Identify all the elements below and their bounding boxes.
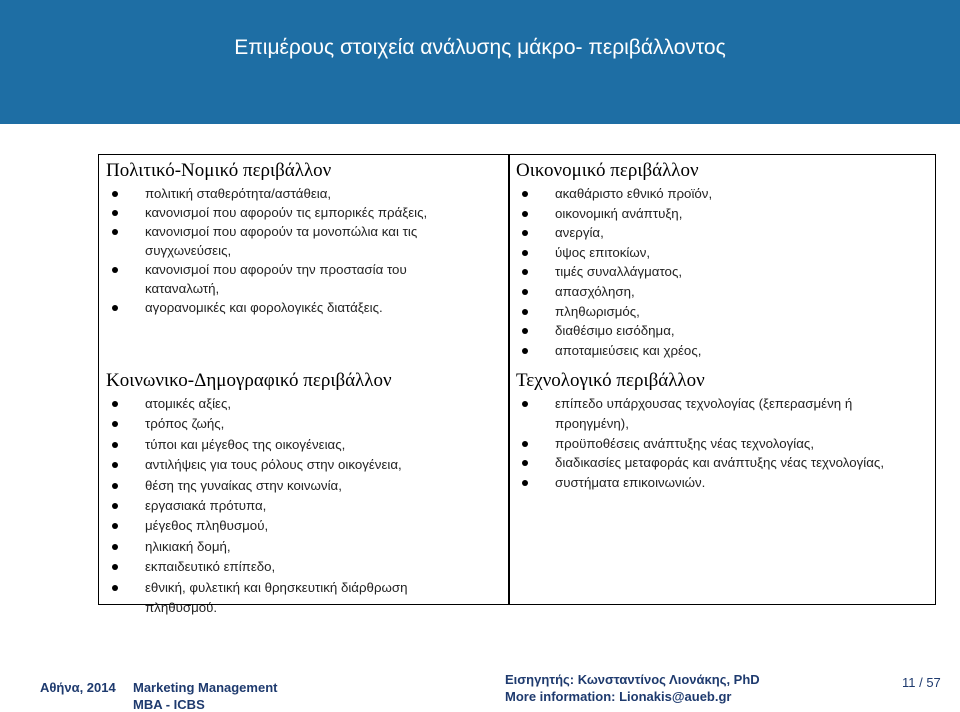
- bullet-icon: [112, 267, 118, 273]
- list-item: [516, 223, 916, 243]
- list-item: [106, 298, 476, 317]
- page-number: 11 / 57: [902, 675, 941, 690]
- bullet-icon: [112, 585, 118, 591]
- list-item: [516, 473, 916, 493]
- list-item-text: εκπαιδευτικό επίπεδο,: [145, 559, 276, 575]
- list-item-text: τύποι και μέγεθος της οικογένειας,: [145, 436, 346, 452]
- bullet-icon: [522, 191, 528, 197]
- bullet-icon: [522, 460, 528, 466]
- list-item: [106, 222, 476, 260]
- list-item-text: αποταμιεύσεις και χρέος,: [555, 342, 702, 358]
- economic-section: [516, 160, 916, 360]
- bullet-icon: [112, 503, 118, 509]
- footer-contact: More information: Lionakis@aueb.gr: [505, 689, 732, 704]
- slide-footer: [0, 668, 960, 711]
- list-item-text: προϋποθέσεις ανάπτυξης νέας τεχνολογίας,: [555, 435, 815, 451]
- list-item-text: κανονισμοί που αφορούν την προστασία του καταναλωτή,: [145, 262, 407, 296]
- list-item-text: ακαθάριστο εθνικό προϊόν,: [555, 186, 713, 201]
- column-divider: [508, 154, 510, 605]
- list-item-text: διαδικασίες μεταφοράς και ανάπτυξης νέας τεχνολογίας,: [555, 455, 885, 471]
- section-title-economic: Οικονομικό περιβάλλον: [516, 160, 699, 181]
- bullet-icon: [112, 544, 118, 550]
- list-item: [106, 394, 476, 414]
- list-item: [516, 282, 916, 302]
- bullet-icon: [522, 441, 528, 447]
- bullet-icon: [112, 401, 118, 407]
- bullet-icon: [522, 348, 528, 354]
- bullet-icon: [522, 401, 528, 407]
- list-item: [106, 455, 476, 475]
- list-item: [106, 476, 476, 496]
- footer-course-name: Marketing Management: [133, 680, 278, 695]
- bullet-icon: [522, 480, 528, 486]
- social-list: [106, 394, 476, 618]
- list-item: [106, 578, 476, 619]
- bullet-icon: [112, 229, 118, 235]
- section-title-technological: Τεχνολογικό περιβάλλον: [516, 370, 705, 391]
- bullet-icon: [522, 289, 528, 295]
- bullet-icon: [112, 191, 118, 197]
- list-item-text: εργασιακά πρότυπα,: [145, 498, 267, 514]
- footer-place-year: Αθήνα, 2014: [40, 680, 116, 695]
- bullet-icon: [522, 230, 528, 236]
- list-item: [106, 260, 476, 298]
- list-item-text: ανεργία,: [555, 225, 604, 241]
- political-legal-section: [106, 160, 476, 317]
- bullet-icon: [522, 211, 528, 217]
- list-item: [516, 341, 916, 361]
- list-item: [516, 204, 916, 224]
- political-list: [106, 184, 476, 317]
- list-item: [516, 243, 916, 263]
- bullet-icon: [112, 523, 118, 529]
- list-item-text: αντιλήψεις για τους ρόλους στην οικογένεια,: [145, 457, 402, 473]
- list-item-text: ηλικιακή δομή,: [145, 538, 231, 554]
- technological-section: [516, 370, 916, 493]
- list-item-text: ύψος επιτοκίων,: [555, 244, 651, 260]
- slide-title: Επιμέρους στοιχεία ανάλυσης μάκρο- περιβάλλοντος: [234, 36, 726, 59]
- list-item: [106, 537, 476, 557]
- list-item-text: επίπεδο υπάρχουσας τεχνολογίας (ξεπερασμένη ή προηγμένη),: [555, 396, 853, 431]
- bullet-icon: [112, 442, 118, 448]
- bullet-icon: [112, 210, 118, 216]
- title-bar: [0, 0, 960, 124]
- list-item-text: τρόπος ζωής,: [145, 416, 225, 432]
- bullet-icon: [112, 421, 118, 427]
- bullet-icon: [522, 309, 528, 315]
- list-item-text: απασχόληση,: [555, 283, 635, 299]
- list-item: [516, 184, 916, 204]
- list-item: [516, 453, 916, 473]
- list-item-text: διαθέσιμο εισόδημα,: [555, 323, 675, 339]
- bullet-icon: [112, 564, 118, 570]
- list-item-text: πληθωρισμός,: [555, 303, 640, 319]
- list-item: [106, 516, 476, 536]
- list-item: [106, 414, 476, 434]
- bullet-icon: [522, 328, 528, 334]
- list-item: [516, 262, 916, 282]
- socio-demographic-section: [106, 370, 476, 618]
- list-item-text: συστήματα επικοινωνιών.: [555, 475, 706, 491]
- footer-instructor: Εισηγητής: Κωνσταντίνος Λιονάκης, PhD: [505, 672, 760, 687]
- section-title-political: Πολιτικό-Νομικό περιβάλλον: [106, 160, 332, 181]
- bullet-icon: [522, 250, 528, 256]
- list-item-text: αγορανομικές και φορολογικές διατάξεις.: [145, 300, 383, 315]
- bullet-icon: [522, 269, 528, 275]
- list-item-text: οικονομική ανάπτυξη,: [555, 205, 683, 221]
- list-item: [106, 435, 476, 455]
- list-item: [516, 394, 916, 434]
- list-item: [516, 302, 916, 322]
- footer-program: MBA - ICBS: [133, 697, 205, 712]
- list-item: [106, 557, 476, 577]
- list-item: [106, 203, 476, 222]
- bullet-icon: [112, 483, 118, 489]
- section-title-social: Κοινωνικο-Δημογραφικό περιβάλλον: [106, 370, 392, 391]
- economic-list: [516, 184, 916, 360]
- list-item-text: μέγεθος πληθυσμού,: [145, 518, 269, 534]
- list-item: [516, 321, 916, 341]
- list-item-text: θέση της γυναίκας στην κοινωνία,: [145, 477, 342, 493]
- list-item-text: πολιτική σταθερότητα/αστάθεια,: [145, 186, 332, 201]
- list-item: [516, 434, 916, 454]
- list-item-text: εθνική, φυλετική και θρησκευτική διάρθρωση πληθυσμού.: [145, 579, 408, 616]
- list-item-text: ατομικές αξίες,: [145, 396, 232, 411]
- list-item: [106, 496, 476, 516]
- list-item-text: κανονισμοί που αφορούν τις εμπορικές πράξεις,: [145, 205, 428, 220]
- technological-list: [516, 394, 916, 493]
- bullet-icon: [112, 462, 118, 468]
- bullet-icon: [112, 305, 118, 311]
- list-item-text: κανονισμοί που αφορούν τα μονοπώλια και τις συγχωνεύσεις,: [145, 224, 418, 258]
- list-item: [106, 184, 476, 203]
- list-item-text: τιμές συναλλάγματος,: [555, 264, 683, 280]
